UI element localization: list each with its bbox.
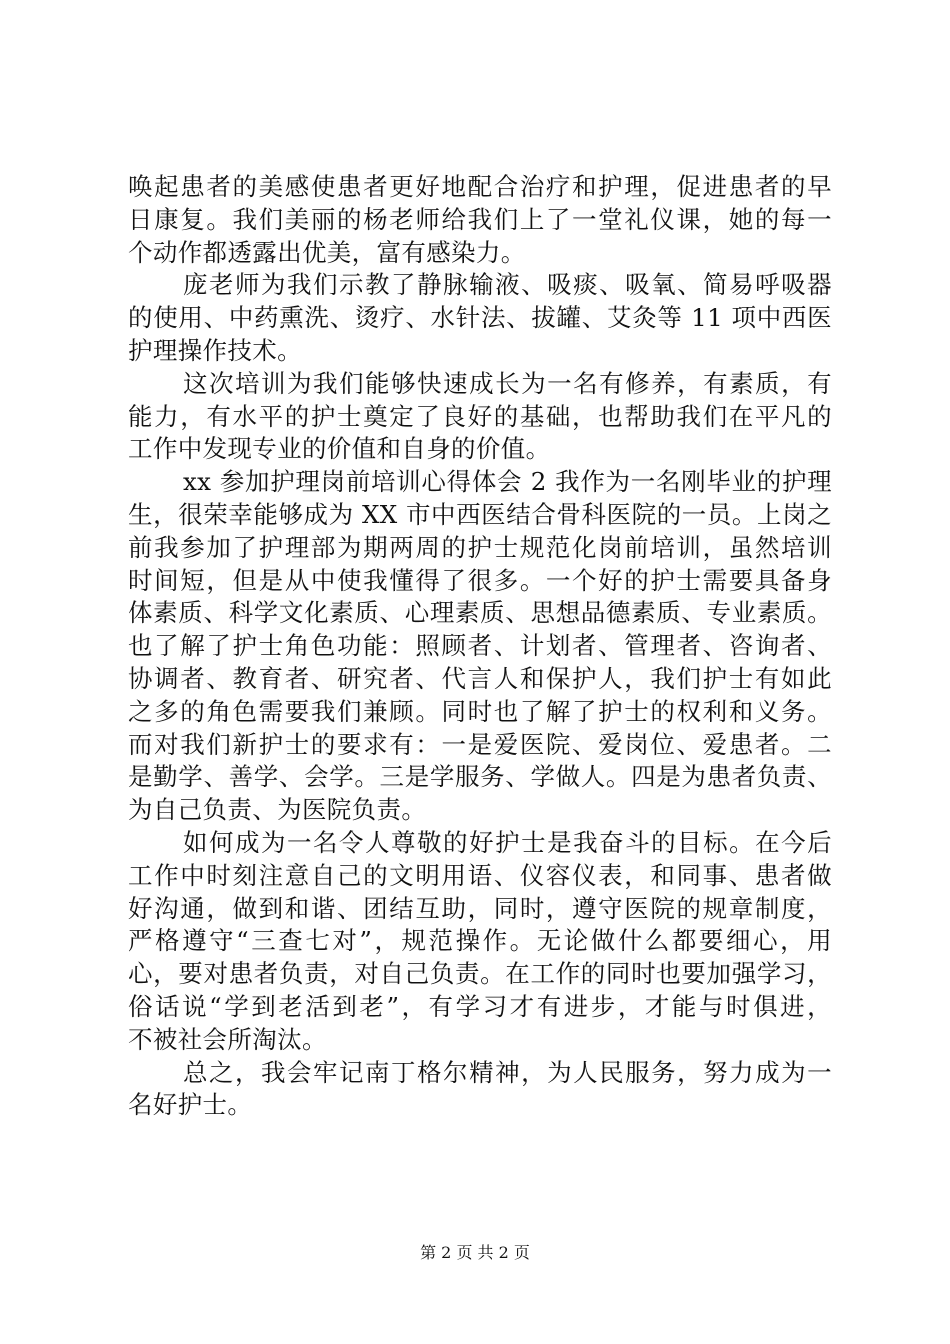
text-line: 工作中发现专业的价值和自身的价值。	[128, 434, 551, 464]
text-line: 而对我们新护士的要求有：一是爱医院、爱岗位、爱患者。二	[128, 729, 832, 759]
text-line: 俗话说“学到老活到老”，有学习才有进步，才能与时俱进，	[128, 991, 832, 1021]
text-line: 名好护士。	[128, 1090, 253, 1120]
text-line: 如何成为一名令人尊敬的好护士是我奋斗的目标。在今后	[183, 827, 832, 857]
text-line: 护理操作技术。	[128, 335, 302, 365]
page-footer: 第 2 页 共 2 页	[420, 1243, 530, 1262]
paragraph	[128, 368, 832, 466]
paragraph	[128, 171, 832, 269]
text-line: 好沟通，做到和谐、团结互助，同时，遵守医院的规章制度，	[128, 893, 832, 923]
paragraph	[128, 1057, 832, 1123]
text-line: 唤起患者的美感使患者更好地配合治疗和护理，促进患者的早	[128, 172, 832, 201]
text-line: 日康复。我们美丽的杨老师给我们上了一堂礼仪课，她的每一	[128, 204, 832, 234]
text-line: 个动作都透露出优美，富有感染力。	[128, 237, 526, 267]
text-line: 协调者、教育者、研究者、代言人和保护人，我们护士有如此	[128, 663, 832, 693]
text-line: 为自己负责、为医院负责。	[128, 795, 427, 825]
text-line: 生，很荣幸能够成为 XX 市中西医结合骨科医院的一员。上岗之	[128, 499, 832, 529]
text-line: 能力，有水平的护士奠定了良好的基础，也帮助我们在平凡的	[128, 401, 832, 431]
text-line: 之多的角色需要我们兼顾。同时也了解了护士的权利和义务。	[128, 696, 832, 726]
paragraph	[128, 827, 832, 1057]
document-body	[128, 171, 832, 1122]
paragraph	[128, 269, 832, 367]
text-line: 是勤学、善学、会学。三是学服务、学做人。四是为患者负责、	[128, 762, 832, 792]
text-line: xx 参加护理岗前培训心得体会 2 我作为一名刚毕业的护理	[183, 467, 832, 497]
text-line: 工作中时刻注意自己的文明用语、仪容仪表，和同事、患者做	[128, 860, 832, 890]
text-line: 严格遵守“三查七对”，规范操作。无论做什么都要细心，用	[128, 926, 832, 956]
text-line: 体素质、科学文化素质、心理素质、思想品德素质、专业素质。	[128, 598, 832, 628]
text-line: 不被社会所淘汰。	[128, 1024, 327, 1054]
text-line: 时间短，但是从中使我懂得了很多。一个好的护士需要具备身	[128, 565, 832, 595]
text-line: 庞老师为我们示教了静脉输液、吸痰、吸氧、简易呼吸器	[183, 270, 832, 300]
text-line: 这次培训为我们能够快速成长为一名有修养，有素质，有	[183, 368, 832, 398]
text-line: 也了解了护士角色功能：照顾者、计划者、管理者、咨询者、	[128, 631, 832, 661]
text-line: 心，要对患者负责，对自己负责。在工作的同时也要加强学习，	[128, 959, 832, 989]
text-line: 前我参加了护理部为期两周的护士规范化岗前培训，虽然培训	[128, 532, 832, 562]
paragraph	[128, 466, 832, 827]
text-line: 的使用、中药熏洗、烫疗、水针法、拔罐、艾灸等 11 项中西医	[128, 303, 832, 333]
text-line: 总之，我会牢记南丁格尔精神，为人民服务，努力成为一	[183, 1057, 832, 1087]
